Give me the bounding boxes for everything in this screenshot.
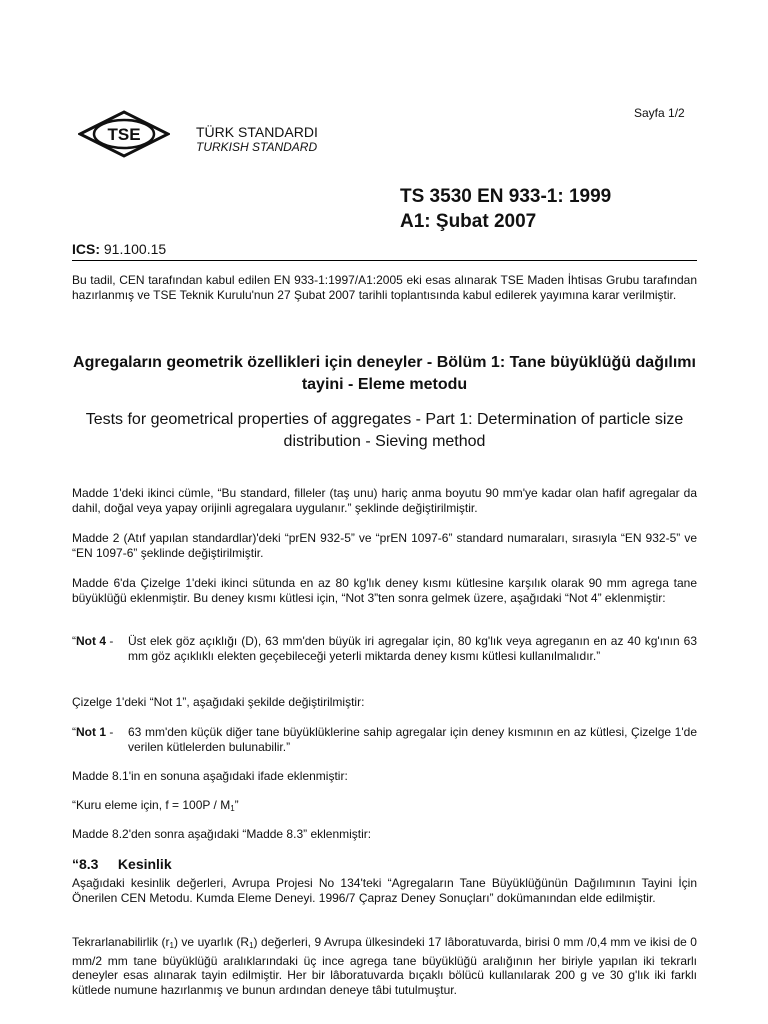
note-1: “Not 1 - 63 mm'den küçük diğer tane büyüklüklerine sahip agregalar için deney kısmının en az kütlesi, Çizelge 1'de verilen kütlelerden bulunabilir.” (72, 725, 697, 754)
paragraph-madde-1: Madde 1'deki ikinci cümle, “Bu standard, filleler (taş unu) hariç anma boyutu 90 mm'ye kadar olan hafif agregalar da dahil, doğal veya yapay orijinli agregalara uygulanır.” şeklinde değiştirilmiştir. (72, 486, 697, 515)
note-1-label: Not 1 (76, 725, 106, 739)
paragraph-madde-8-1: Madde 8.1'in en sonuna aşağıdaki ifade eklenmiştir: (72, 769, 348, 783)
paragraph-madde-2: Madde 2 (Atıf yapılan standardlar)'deki “prEN 932-5” ve “prEN 1097-6” standard numaraları, sırasıyla “EN 932-5” ve “EN 1097-6” şeklinde değiştirilmiştir. (72, 531, 697, 560)
ics-line (72, 241, 166, 257)
section-title: Kesinlik (117, 856, 172, 872)
title-turkish: Agregaların geometrik özellikleri için deneyler - Bölüm 1: Tane büyüklüğü dağılımı tayini - Eleme metodu (73, 354, 696, 393)
ics-value: 91.100.15 (103, 241, 167, 257)
note-4-text: Üst elek göz açıklığı (D), 63 mm'den büyük iri agregalar için, 80 kg'lık veya agreganın en az 40 kg'ının 63 mm göz açıklıklı elekten geçebileceği yeterli miktarda deney kısmı kütlesi kullanılmalıdır.” (128, 634, 697, 663)
divider (72, 260, 697, 261)
section-heading: “8.3 Kesinlik (72, 856, 172, 872)
tse-logo (78, 110, 170, 158)
formula: “Kuru eleme için, $f = 100P / M_1$” (72, 798, 239, 813)
standard-number (400, 184, 611, 234)
paragraph-madde-6: Madde 6'da Çizelge 1'deki ikinci sütunda en az 80 kg'lık deney kısmı kütlesine karşılık olarak 90 mm agrega tane büyüklüğü eklenmiştir. Bu deney kısmı kütlesi için, “Not 3”ten sonra gelmek üzere, aşağıdaki “Not 4” eklenmiştir: (72, 576, 697, 605)
amendment: A1: Şubat 2007 (400, 211, 537, 232)
paragraph-madde-8-2: Madde 8.2'den sonra aşağıdaki “Madde 8.3” eklenmiştir: (72, 827, 372, 841)
intro-paragraph: Bu tadil, CEN tarafından kabul edilen EN 933-1:1997/A1:2005 eki esas alınarak TSE Maden İhtisas Grubu tarafından hazırlanmış ve TSE Teknik Kurulu'nun 27 Şubat 2007 tarihli toplantısında kabul edilerek yayımına karar verilmiştir. (72, 273, 697, 302)
ics-label: ICS: (72, 241, 100, 257)
note-1-text: 63 mm'den küçük diğer tane büyüklüklerine sahip agregalar için deney kısmının en az kütlesi, Çizelge 1'de verilen kütlelerden bulunabilir.” (128, 725, 697, 754)
page-number: Sayfa 1/2 (634, 106, 685, 120)
org-name-tr: TÜRK STANDARDI (196, 124, 318, 140)
logo-text: TSE (107, 125, 141, 144)
org-name-en: TURKISH STANDARD (196, 140, 318, 154)
section-number: 8.3 (79, 856, 99, 872)
paragraph-tekrarlanabilirlik: Tekrarlanabilirlik $(r_1)$ ve uyarlık $(R_1)$ değerleri, 9 Avrupa ülkesindeki 17 lâboratuvarda, birisi 0 mm /0,4 mm ve ikisi de 0 mm/2 mm tane büyüklüğü aralıklarındaki üç ince agrega tane büyüklüğü aralığının her biriyle yapılan iki tekrarlı deneyler esas alınarak tayin edilmiştir. Her bir lâboratuvarda bıçaklı bölücü kullanılarak 200 g ve 30 g'lık iki farklı kütlede numune hazırlanmış ve bunun ardından deneye tâbi tutulmuştur. (72, 935, 697, 997)
title-english: Tests for geometrical properties of aggregates - Part 1: Determination of particle size distribution - Sieving method (85, 411, 684, 450)
paragraph-kesinlik: Aşağıdaki kesinlik değerleri, Avrupa Projesi No 134'teki “Agregaların Tane Büyüklüğünün Dağılımının Tayini İçin Önerilen CEN Metodu. Kumda Eleme Deneyi. 1996/7 Çapraz Deney Sonuçları” dokümanından elde edilmiştir. (72, 876, 697, 905)
note-4-label: Not 4 (76, 634, 106, 648)
standard-code: TS 3530 EN 933-1: 1999 (400, 186, 612, 207)
note-4: “Not 4 - Üst elek göz açıklığı (D), 63 mm'den büyük iri agregalar için, 80 kg'lık veya agreganın en az 40 kg'ının 63 mm göz açıklıklı elekten geçebileceği yeterli miktarda deney kısmı kütlesi kullanılmalıdır.” (72, 634, 697, 663)
paragraph-cizelge: Çizelge 1'deki “Not 1”, aşağıdaki şekilde değiştirilmiştir: (72, 695, 365, 709)
